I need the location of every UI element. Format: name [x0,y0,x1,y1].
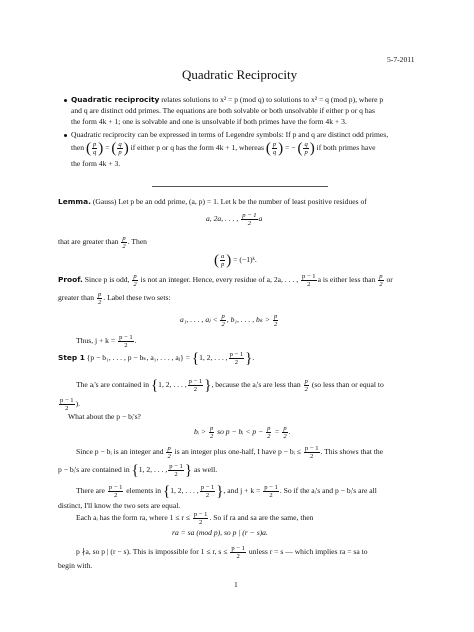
final-line-1: p ∤a, so p | (r − s). This is impossible for 1 ≤ r, s ≤ $\frac{p - 1}{2}$ unless r = s — which implies ra = sa to [76,544,368,560]
ai-contained-end: $\frac{p - 1}{2}$ ). [60,396,81,412]
lemma-label: Lemma. [58,197,91,206]
proof-line-2: greater than $\frac{p}{2}$ . Label these two sets: [58,290,171,306]
section-divider [152,186,328,187]
congruence-line: ra = sa (mod p), so p | (r − s)a. [172,528,268,537]
legendre-q-p: $\frac{q}{p}$ [304,140,308,156]
step-1-line: Step 1 {p − b₁, . . . , p − bₖ, a₁, . . . , aⱼ} = {1, 2, . . . , $\frac{p - 1}{2}$ }. [58,350,255,367]
bullet-2-line-3: the form 4k + 3. [71,159,121,168]
distinct-line: distinct, I'll know the two sets are equal. [58,501,181,510]
contained-line: p − bᵢ's are contained in {1, 2, . . . , $\frac{p - 1}{2}$ } as well. [58,462,218,479]
ai-contained-line: The aᵢ's are contained in {1, 2, . . . , $\frac{p - 1}{2}$ }, because the aᵢ's are less than $\frac{p}{2}$ (so less than or equal to [76,377,384,394]
lemma-line-1: Lemma. (Gauss) Let p be an odd prime, (a, p) = 1. Let k be the number of least positive residues of [58,197,367,206]
lemma-line-2: that are greater than $\frac{p}{2}$ . Then [58,234,147,250]
page-title: Quadratic Reciprocity [182,67,298,82]
proof-line-1: Proof. Since p is odd, $\frac{p}{2}$ is not an integer. Hence, every residue of a, 2a, . . . , $\frac{p - 1}{2}$ a is either less than $\frac{p}{2}$ or [58,272,393,288]
bi-inequality: bᵢ > $\frac{p}{2}$ so p − bᵢ < p − $\frac{p}{2}$ = $\frac{p}{2}$ . [194,424,291,440]
page-number: 1 [234,580,238,589]
bullet-2-line-2: then ( $\frac{p}{q}$ ) = ( $\frac{q}{p}$ ) if either p or q has the form 4k + 1, whereas ( $\frac{p}{q}$ ) = − ( $\frac{q}{p}$ ) if both primes have [71,140,376,157]
thus-line: Thus, j + k = $\frac{p - 1}{2}$ . [76,333,137,349]
bullet-2-line-1: Quadratic reciprocity can be expressed in terms of Legendre symbols: If p and q are distinct odd primes, [71,130,389,139]
legendre-q-p: $\frac{q}{p}$ [118,140,122,156]
step-1-label: Step 1 [58,353,85,362]
bullet-1-line-2: and q are distinct odd primes. The equations are both solvable or both unsolvable if either p or q has [71,106,375,115]
date: 5-7-2011 [387,55,415,64]
since-line: Since p − bᵢ is an integer and $\frac{p}{2}$ is an integer plus one-half, I have p − bᵢ ≤ $\frac{p - 1}{2}$ . This shows that the [76,444,384,460]
bullet-dot [64,99,67,102]
term-quadratic-reciprocity: Quadratic reciprocity [71,95,160,104]
final-line-2: begin with. [58,561,93,570]
two-sets: a₁, . . . , aⱼ < $\frac{p}{2}$ , b₁, . . . , bₖ > $\frac{p}{2}$ [180,312,278,328]
bullet-1-line-3: the form 4k + 1; one is solvable and one is unsolvable if both primes have the form 4k + 3. [71,117,347,126]
proof-label: Proof. [58,275,83,284]
each-ai-line: Each aᵢ has the form ra, where 1 ≤ r ≤ $\frac{p - 1}{2}$ . So if ra and sa are the same, then [76,510,314,526]
legendre-p-q: $\frac{p}{q}$ [272,140,277,156]
bullet-dot [64,134,67,137]
legendre-p-q: $\frac{p}{q}$ [92,140,97,156]
lemma-result: ( $\frac{a}{p}$ ) = (−1)ᵏ. [214,252,257,269]
bullet-1-line-1: Quadratic reciprocity relates solutions to x² = p (mod q) to solutions to x² = q (mod p), where p [71,95,384,104]
there-are-line: There are $\frac{p - 1}{2}$ elements in {1, 2, . . . , $\frac{p - 1}{2}$ }, and j + k = $\frac{p - 1}{2}$ . So if the aᵢ's and p − bᵢ's are all [76,483,377,500]
lemma-sequence: a, 2a, . . . , $\frac{p - 1}{2}$ a [206,211,263,227]
what-about-line: What about the p − bᵢ's? [68,412,141,421]
